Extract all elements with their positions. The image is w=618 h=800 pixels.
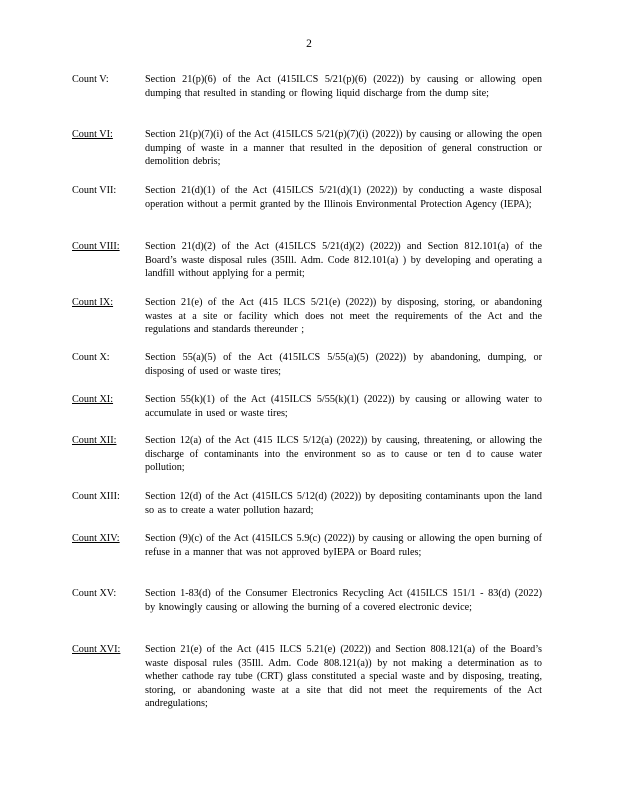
count-text: Section 21(p)(7)(i) of the Act (415ILCS 5/21(p)(7)(i) (2022)) by causing or allowing the open dumping of waste in a manner that resulted in the deposition of general construction or demolition debris;	[145, 129, 542, 168]
count-label: Count XVI:	[72, 644, 121, 655]
count-item	[72, 73, 542, 100]
count-text: Section 21(e) of the Act (415 ILCS 5/21(e) (2022)) by disposing, storing, or abandoning wastes at a site or facility which does not meet the requirements of the Act and the regulations and standards thereunder ;	[145, 297, 542, 336]
count-label: Count XII:	[72, 435, 117, 446]
count-label: Count XIII:	[72, 491, 120, 502]
count-item	[72, 240, 542, 281]
count-label: Count X:	[72, 352, 110, 363]
count-text: Section (9)(c) of the Act (415ILCS 5.9(c) (2022)) by causing or allowing the open burning of refuse in a manner that was not approved byIEPA or Board rules;	[145, 533, 542, 558]
count-text: Section 1-83(d) of the Consumer Electronics Recycling Act (415ILCS 151/1 - 83(d) (2022) by knowingly causing or allowing the burning of a covered electronic device;	[145, 588, 542, 613]
page-number: 2	[306, 38, 312, 50]
count-label: Count VI:	[72, 129, 113, 140]
count-label: Count IX:	[72, 297, 114, 308]
count-item	[72, 434, 542, 475]
count-item	[72, 532, 542, 559]
count-label: Count XI:	[72, 394, 114, 405]
count-label: Count XV:	[72, 588, 117, 599]
count-item	[72, 184, 542, 211]
count-label: Count XIV:	[72, 533, 120, 544]
count-text: Section 21(d)(1) of the Act (415ILCS 5/21(d)(1) (2022)) by conducting a waste disposal operation without a permit granted by the Illinois Environmental Protection Agency (IEPA);	[145, 185, 542, 210]
count-label: Count VII:	[72, 185, 117, 196]
count-item	[72, 587, 542, 614]
count-text: Section 12(d) of the Act (415ILCS 5/12(d) (2022)) by depositing contaminants upon the land so as to create a water pollution hazard;	[145, 491, 542, 516]
count-item	[72, 128, 542, 169]
count-text: Section 21(d)(2) of the Act (415ILCS 5/21(d)(2) (2022)) and Section 812.101(a) of the Board’s waste disposal rules (35Ill. Adm. Code 812.101(a) ) by developing and operating a landfill without applying for a permit;	[145, 241, 542, 280]
count-label: Count V:	[72, 74, 109, 85]
count-text: Section 55(a)(5) of the Act (415ILCS 5/55(a)(5) (2022)) by abandoning, dumping, or disposing of used or waste tires;	[145, 352, 542, 377]
count-item	[72, 490, 542, 517]
count-item	[72, 296, 542, 337]
count-item	[72, 643, 542, 711]
count-label: Count VIII:	[72, 241, 120, 252]
count-text: Section 12(a) of the Act (415 ILCS 5/12(a) (2022)) by causing, threatening, or allowing the discharge of contaminants into the environment so as to cause or ten d to cause water pollution;	[145, 435, 542, 474]
count-text: Section 21(e) of the Act (415 ILCS 5.21(e) (2022)) and Section 808.121(a) of the Board’s waste disposal rules (35Ill. Adm. Code 808.121(a)) by not making a determination as to whether cathode ray tube (CRT) glass constituted a special waste and by disposing, treating, storing, or abandoning waste at a site that did not meet the requirements of the Act andregulations;	[145, 644, 542, 710]
count-item	[72, 351, 542, 378]
count-text: Section 55(k)(1) of the Act (415ILCS 5/55(k)(1) (2022)) by causing or allowing water to accumulate in used or waste tires;	[145, 394, 542, 419]
count-item	[72, 393, 542, 420]
count-text: Section 21(p)(6) of the Act (415ILCS 5/21(p)(6) (2022)) by causing or allowing open dumping that resulted in standing or flowing liquid discharge from the dump site;	[145, 74, 542, 99]
